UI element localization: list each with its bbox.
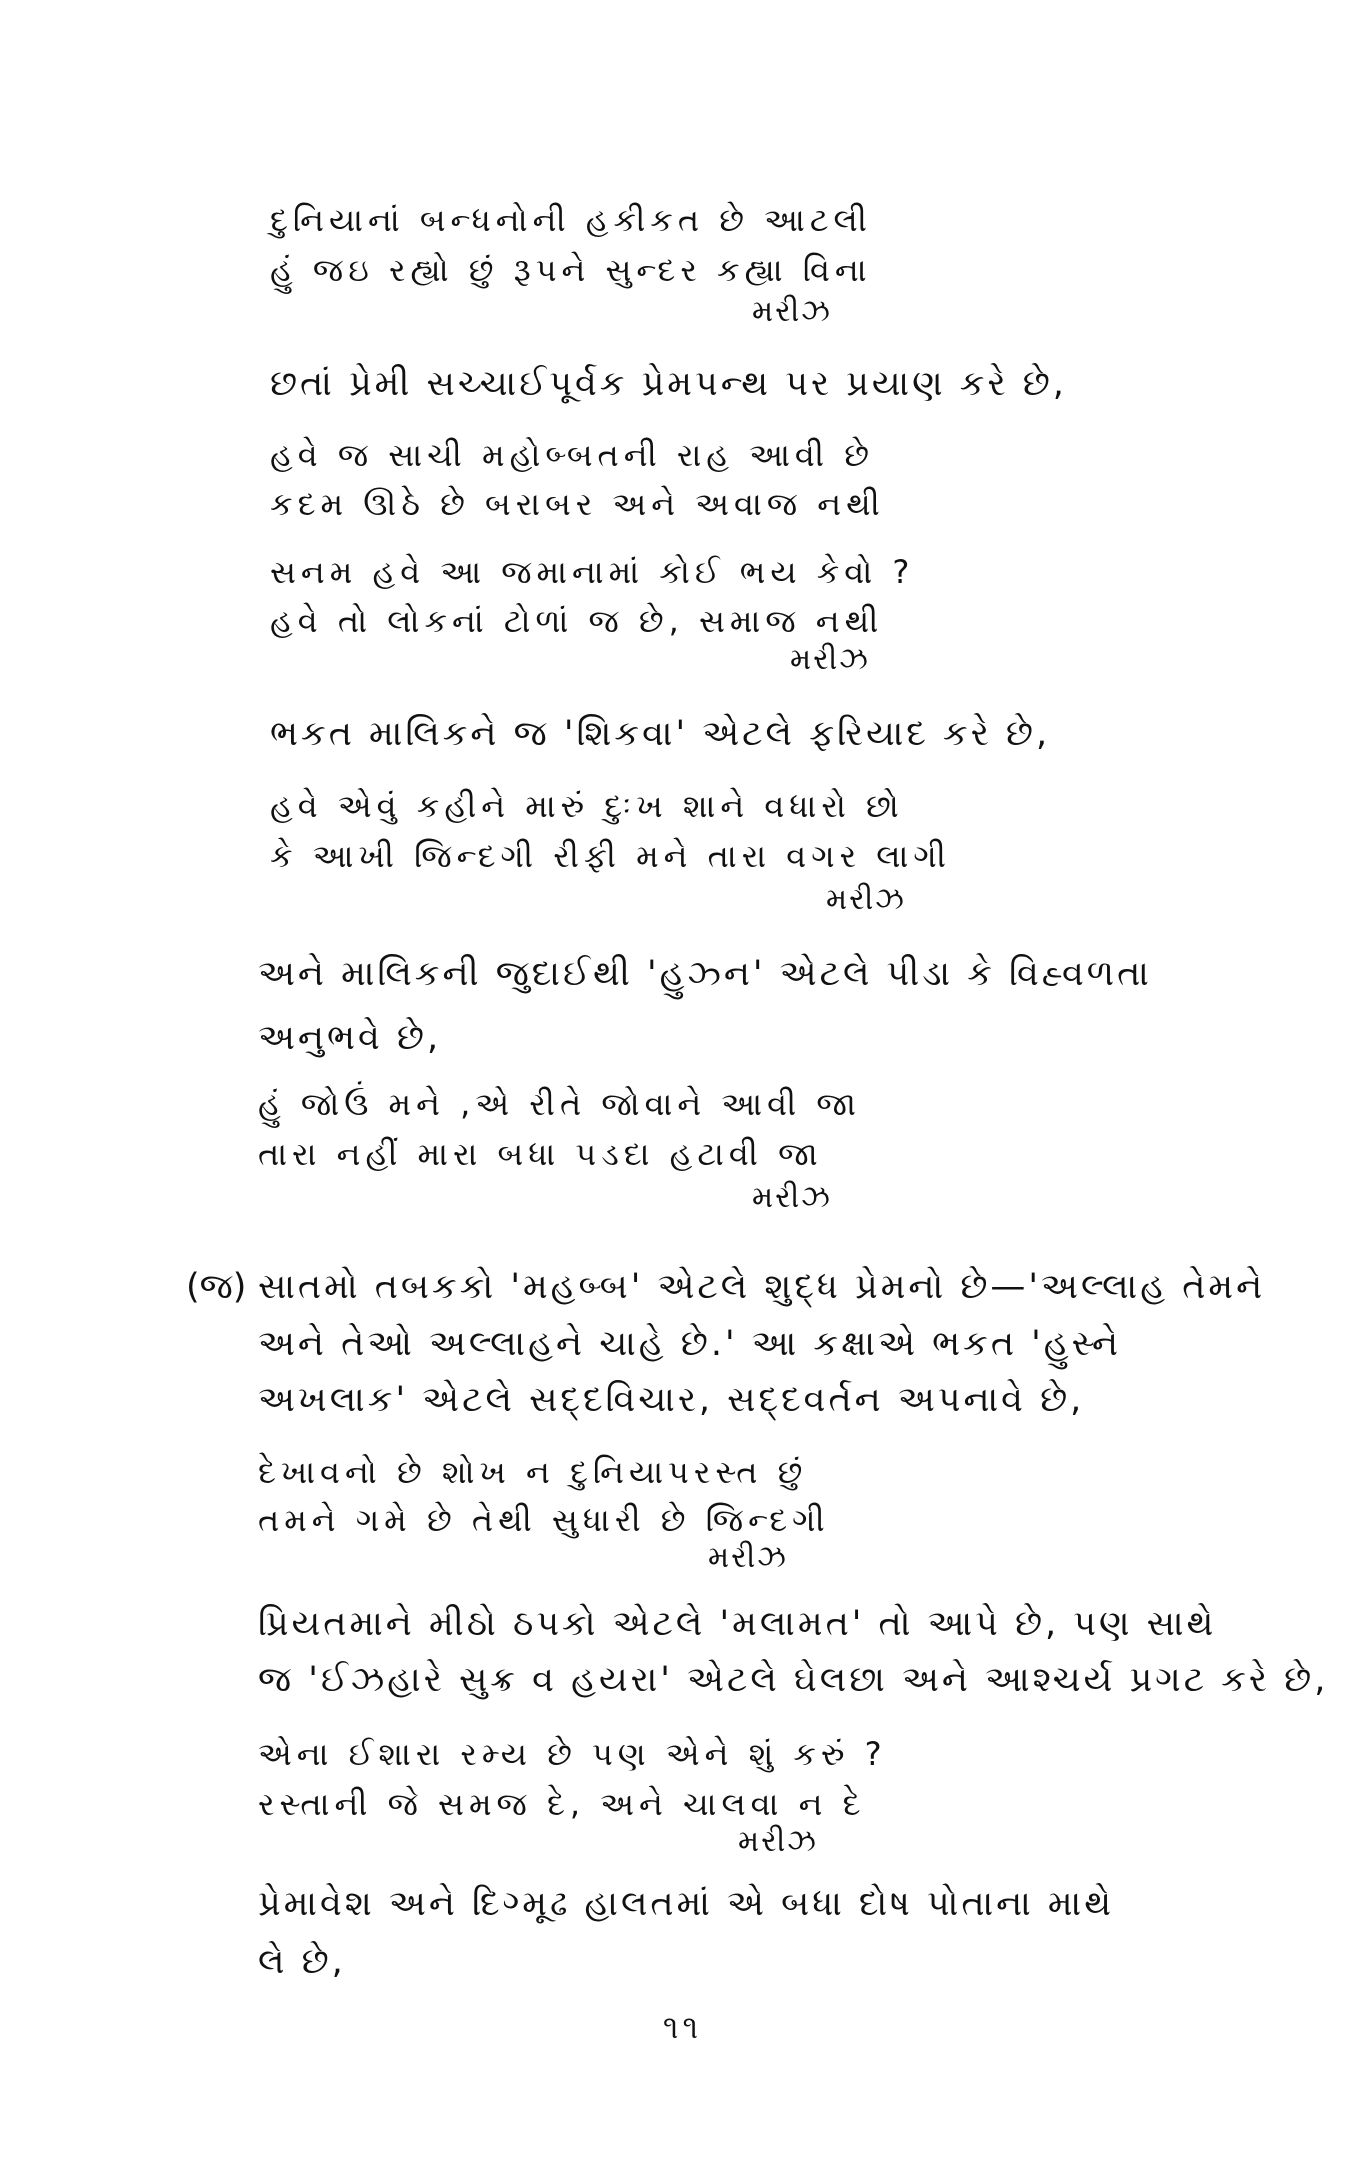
prose-line: અનુભવે છે,: [258, 1018, 442, 1058]
prose-line: સાતમો તબકકો 'મહબ્બ' એટલે શુદ્ધ પ્રેમનો છે—'અલ્લાહ તેમને: [258, 1267, 1266, 1307]
prose-line: અખલાક' એટલે સદ્દવિચાર, સદ્દવર્તન અપનાવે છે,: [258, 1380, 1085, 1420]
prose-line: પ્રિયતમાને મીઠો ઠપકો એટલે 'મલામત' તો આપે છે, પણ સાથે: [258, 1604, 1217, 1644]
verse-line: દુનિયાનાં બન્ધનોની હકીકત છે આટલી: [270, 201, 872, 239]
verse-line: હું જોઉં મને ,એ રીતે જોવાને આવી જા: [258, 1085, 861, 1123]
poet-signature: મરીઝ: [790, 642, 870, 677]
prose-line: લે છે,: [258, 1942, 346, 1982]
page-number: ૧૧: [662, 2008, 703, 2046]
poet-signature: મરીઝ: [752, 1180, 832, 1215]
verse-line: દેખાવનો છે શોખ ન દુનિયાપરસ્ત છું: [258, 1453, 808, 1491]
prose-line: અને માલિકની જુદાઈથી 'હુઝ્ન' એટલે પીડા કે વિહ્વળતા: [258, 954, 1152, 994]
verse-line: હવે એવું કહીને મારું દુઃખ શાને વધારો છો: [270, 787, 904, 825]
verse-line: તારા નહીં મારા બધા પડદા હટાવી જા: [258, 1135, 823, 1173]
verse-line: હવે તો લોકનાં ટોળાં જ છે, સમાજ નથી: [270, 602, 884, 640]
verse-line: કે આખી જિન્દગી રીફી મને તારા વગર લાગી: [270, 837, 951, 875]
verse-line: એના ઈશારા રમ્ય છે પણ એને શું કરું ?: [258, 1735, 887, 1773]
prose-line: ભકત માલિકને જ 'શિકવા' એટલે ફરિયાદ કરે છે,: [270, 714, 1051, 754]
verse-line: રસ્તાની જે સમજ દે, અને ચાલવા ન દે: [258, 1785, 866, 1823]
verse-line: હું જઇ રહ્યો છું રૂપને સુન્દર કહ્યા વિના: [270, 251, 872, 289]
section-marker: (જ): [186, 1267, 247, 1307]
prose-line: અને તેઓ અલ્લાહને ચાહે છે.' આ કક્ષાએ ભકત 'હુસ્ને: [258, 1324, 1122, 1364]
prose-line: છતાં પ્રેમી સચ્ચાઈપૂર્વક પ્રેમપન્થ પર પ્રયાણ કરે છે,: [270, 364, 1067, 404]
verse-line: હવે જ સાચી મહોબ્બતની રાહ આવી છે: [270, 436, 874, 474]
prose-line: પ્રેમાવેશ અને દિગ્મૂઢ હાલતમાં એ બધા દોષ પોતાના માથે: [258, 1884, 1115, 1924]
prose-line: જ 'ઈઝહારે સુક્ર વ હયરા' એટલે ઘેલછા અને આશ્ચર્ય પ્રગટ કરે છે,: [258, 1660, 1329, 1700]
verse-line: કદમ ઊઠે છે બરાબર અને અવાજ નથી: [270, 485, 885, 523]
verse-line: તમને ગમે છે તેથી સુધારી છે જિન્દગી: [258, 1501, 830, 1539]
verse-line: સનમ હવે આ જમાનામાં કોઈ ભય કેવો ?: [270, 553, 915, 591]
poet-signature: મરીઝ: [826, 882, 906, 917]
poet-signature: મરીઝ: [752, 294, 832, 329]
poet-signature: મરીઝ: [708, 1540, 788, 1575]
poet-signature: મરીઝ: [738, 1824, 818, 1859]
